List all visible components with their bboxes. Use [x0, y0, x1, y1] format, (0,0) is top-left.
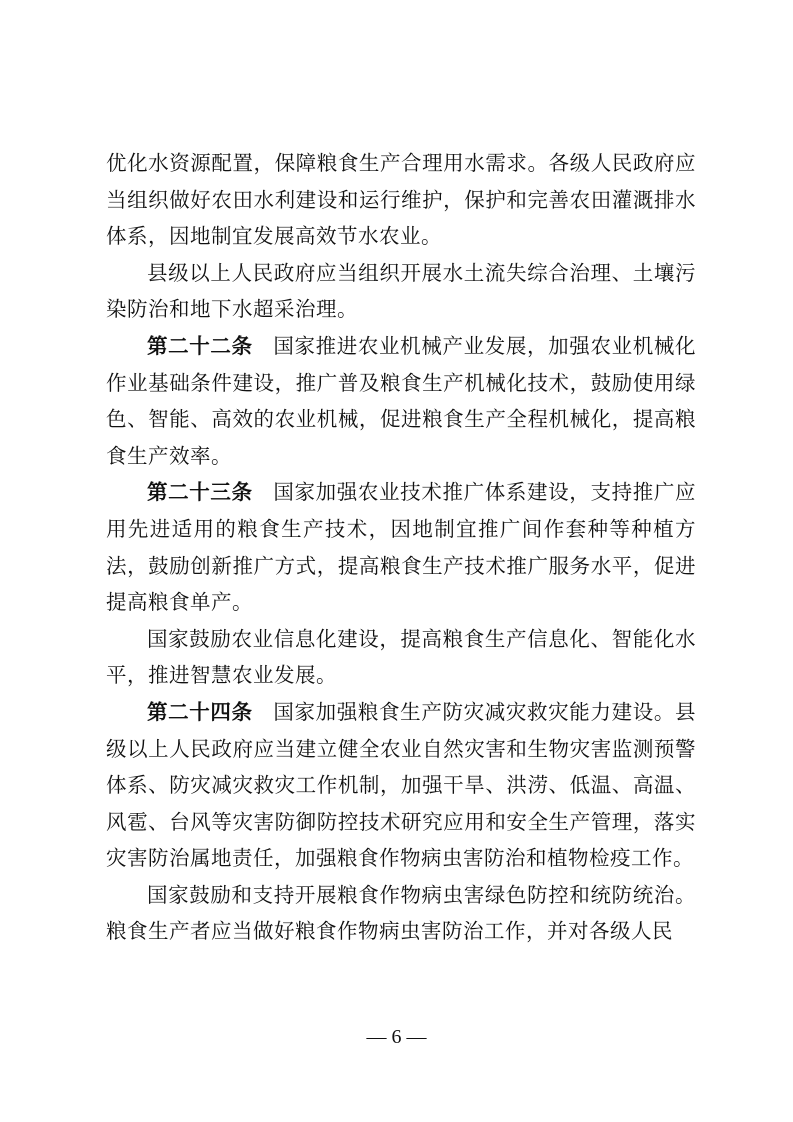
- article-number: 第二十二条: [147, 333, 253, 358]
- paragraph: [106, 145, 696, 255]
- paragraph-text: 国家加强农业技术推广体系建设，支持推广应用先进适用的粮食生产技术，因地制宜推广间作套种等种植方法，鼓励创新推广方式，提高粮食生产技术推广服务水平，促进提高粮食单产。: [106, 480, 697, 615]
- paragraph-text: 县级以上人民政府应当组织开展水土流失综合治理、土壤污染防治和地下水超采治理。: [106, 260, 696, 322]
- article-number: 第二十四条: [147, 699, 253, 724]
- paragraph: [106, 474, 696, 620]
- paragraph-text: 国家鼓励农业信息化建设，提高粮食生产信息化、智能化水平，推进智慧农业发展。: [106, 626, 696, 688]
- paragraph: [106, 255, 696, 328]
- paragraph: [106, 621, 696, 694]
- body-text: [106, 145, 696, 950]
- paragraph: [106, 877, 696, 950]
- paragraph-text: 优化水资源配置，保障粮食生产合理用水需求。各级人民政府应当组织做好农田水利建设和运行维护，保护和完善农田灌溉排水体系，因地制宜发展高效节水农业。: [106, 151, 696, 249]
- paragraph: [106, 328, 696, 474]
- page-number: — 6 —: [366, 1026, 427, 1048]
- paragraph-text: 国家鼓励和支持开展粮食作物病虫害绿色防控和统防统治。粮食生产者应当做好粮食作物病虫害防治工作，并对各级人民: [106, 882, 696, 944]
- paragraph-text: 国家加强粮食生产防灾减灾救灾能力建设。县级以上人民政府应当建立健全农业自然灾害和生物灾害监测预警体系、防灾减灾救灾工作机制，加强干旱、洪涝、低温、高温、风雹、台风等灾害防御防控技术研究应用和安全生产管理，落实灾害防治属地责任，加强粮食作物病虫害防治和植物检疫工作。: [106, 699, 697, 871]
- article-number: 第二十三条: [147, 480, 253, 505]
- paragraph-text: 国家推进农业机械产业发展，加强农业机械化作业基础条件建设，推广普及粮食生产机械化技术，鼓励使用绿色、智能、高效的农业机械，促进粮食生产全程机械化，提高粮食生产效率。: [106, 333, 697, 468]
- paragraph: [106, 694, 696, 877]
